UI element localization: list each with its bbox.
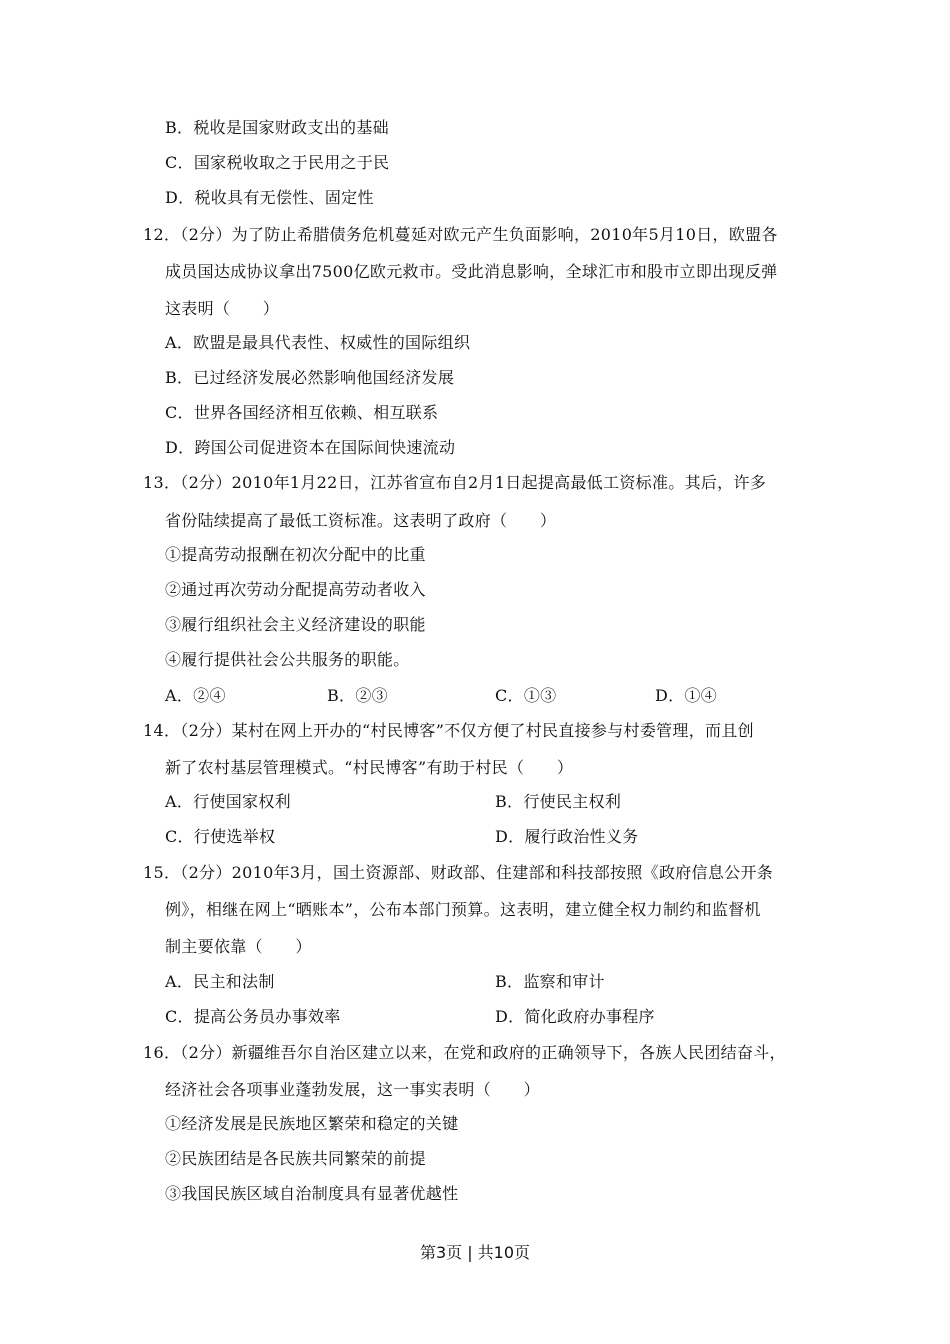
option-text: ②④ xyxy=(193,686,226,705)
prev-option-c xyxy=(165,153,389,173)
question-16-statement-2: ②民族团结是各民族共同繁荣的前提 xyxy=(165,1149,426,1168)
question-14-option-a xyxy=(165,792,291,812)
question-13-option-c xyxy=(495,686,556,706)
option-text: 监察和审计 xyxy=(523,972,605,991)
question-14-option-d xyxy=(495,827,639,847)
question-number: 14． xyxy=(143,721,181,740)
option-label: B． xyxy=(327,686,356,705)
question-13-stem-line-2: 省份陆续提高了最低工资标准。这表明了政府（ ） xyxy=(165,511,557,530)
question-14-stem-line-1 xyxy=(143,721,754,741)
question-15-stem-line-3: 制主要依靠（ ） xyxy=(165,937,312,956)
question-13-stem-line-1 xyxy=(143,473,766,493)
option-text: 欧盟是最具代表性、权威性的国际组织 xyxy=(193,333,471,352)
option-label: A． xyxy=(165,972,194,991)
stem-text: 2010年1月22日，江苏省宣布自2月1日起提高最低工资标准。其后，许多 xyxy=(231,473,767,492)
question-12-stem-line-3: 这表明（ ） xyxy=(165,299,280,318)
option-label: D． xyxy=(655,686,685,705)
question-13-statement-4: ④履行提供社会公共服务的职能。 xyxy=(165,650,410,669)
prev-option-b xyxy=(165,118,389,138)
question-15-option-c xyxy=(165,1007,341,1027)
question-score: （2分） xyxy=(180,225,232,244)
prev-option-d xyxy=(165,188,374,208)
option-text: 跨国公司促进资本在国际间快速流动 xyxy=(194,438,456,457)
option-text: ②③ xyxy=(355,686,388,705)
stem-text: 2010年3月，国土资源部、财政部、住建部和科技部按照《政府信息公开条 xyxy=(231,863,774,882)
option-label: B． xyxy=(165,368,194,387)
option-label: C． xyxy=(495,686,524,705)
option-text: 世界各国经济相互依赖、相互联系 xyxy=(193,403,439,422)
question-15-stem-line-1 xyxy=(143,863,773,883)
question-15-option-b xyxy=(495,972,605,992)
option-label: C． xyxy=(165,403,194,422)
question-number: 16． xyxy=(143,1043,181,1062)
question-15-stem-line-2: 例》，相继在网上“晒账本”，公布本部门预算。这表明，建立健全权力制约和监督机 xyxy=(165,900,761,919)
question-16-statement-1: ①经济发展是民族地区繁荣和稳定的关键 xyxy=(165,1114,459,1133)
option-text: 行使国家权利 xyxy=(193,792,291,811)
question-number: 15． xyxy=(143,863,181,882)
option-label: A． xyxy=(165,686,194,705)
option-text: 简化政府办事程序 xyxy=(524,1007,655,1026)
option-label: B． xyxy=(165,118,194,137)
question-12-option-c xyxy=(165,403,438,423)
question-13-option-d xyxy=(655,686,717,706)
option-text: 民主和法制 xyxy=(193,972,275,991)
option-text: 行使民主权利 xyxy=(523,792,622,811)
option-text: 国家税收取之于民用之于民 xyxy=(193,153,390,172)
option-label: D． xyxy=(495,1007,525,1026)
option-text: 提高公务员办事效率 xyxy=(193,1007,341,1026)
option-label: B． xyxy=(495,972,524,991)
question-number: 13． xyxy=(143,473,181,492)
option-label: A． xyxy=(165,333,194,352)
question-15-option-a xyxy=(165,972,275,992)
question-16-statement-3: ③我国民族区域自治制度具有显著优越性 xyxy=(165,1184,459,1203)
question-13-option-a xyxy=(165,686,226,706)
question-12-option-b xyxy=(165,368,454,388)
option-text: 行使选举权 xyxy=(193,827,276,846)
option-text: 税收是国家财政支出的基础 xyxy=(193,118,389,137)
question-13-statement-2: ②通过再次劳动分配提高劳动者收入 xyxy=(165,580,426,599)
option-text: 已过经济发展必然影响他国经济发展 xyxy=(193,368,455,387)
option-label: C． xyxy=(165,827,194,846)
question-12-stem-line-2: 成员国达成协议拿出7500亿欧元救市。受此消息影响，全球汇市和股市立即出现反弹 xyxy=(165,262,778,281)
question-15-option-d xyxy=(495,1007,655,1027)
question-16-stem-line-2: 经济社会各项事业蓬勃发展，这一事实表明（ ） xyxy=(165,1080,540,1099)
option-label: D． xyxy=(165,188,195,207)
question-13-option-b xyxy=(327,686,388,706)
option-label: D． xyxy=(165,438,195,457)
page-footer: 第3页 | 共10页 xyxy=(419,1243,531,1262)
question-16-stem-line-1 xyxy=(143,1043,786,1063)
option-text: ①③ xyxy=(523,686,557,705)
question-score: （2分） xyxy=(180,721,232,740)
option-label: A． xyxy=(165,792,194,811)
question-14-stem-line-2: 新了农村基层管理模式。“村民博客”有助于村民（ ） xyxy=(165,758,574,777)
question-score: （2分） xyxy=(180,473,232,492)
stem-text: 为了防止希腊债务危机蔓延对欧元产生负面影响，2010年5月10日，欧盟各 xyxy=(231,225,778,244)
option-text: 税收具有无偿性、固定性 xyxy=(194,188,374,207)
option-text: 履行政治性义务 xyxy=(524,827,639,846)
question-12-option-d xyxy=(165,438,455,458)
option-text: ①④ xyxy=(684,686,718,705)
question-score: （2分） xyxy=(180,1043,232,1062)
question-score: （2分） xyxy=(180,863,232,882)
stem-text: 新疆维吾尔自治区建立以来，在党和政府的正确领导下，各族人民团结奋斗， xyxy=(231,1043,786,1062)
question-13-statement-3: ③履行组织社会主义经济建设的职能 xyxy=(165,615,426,634)
option-label: D． xyxy=(495,827,525,846)
question-14-option-b xyxy=(495,792,621,812)
question-12-stem-line-1 xyxy=(143,225,778,245)
option-label: C． xyxy=(165,153,194,172)
option-label: C． xyxy=(165,1007,194,1026)
question-14-option-c xyxy=(165,827,275,847)
option-label: B． xyxy=(495,792,524,811)
stem-text: 某村在网上开办的“村民博客”不仅方便了村民直接参与村委管理，而且创 xyxy=(231,721,754,740)
question-13-statement-1: ①提高劳动报酬在初次分配中的比重 xyxy=(165,545,426,564)
question-number: 12． xyxy=(143,225,181,244)
question-12-option-a xyxy=(165,333,470,353)
